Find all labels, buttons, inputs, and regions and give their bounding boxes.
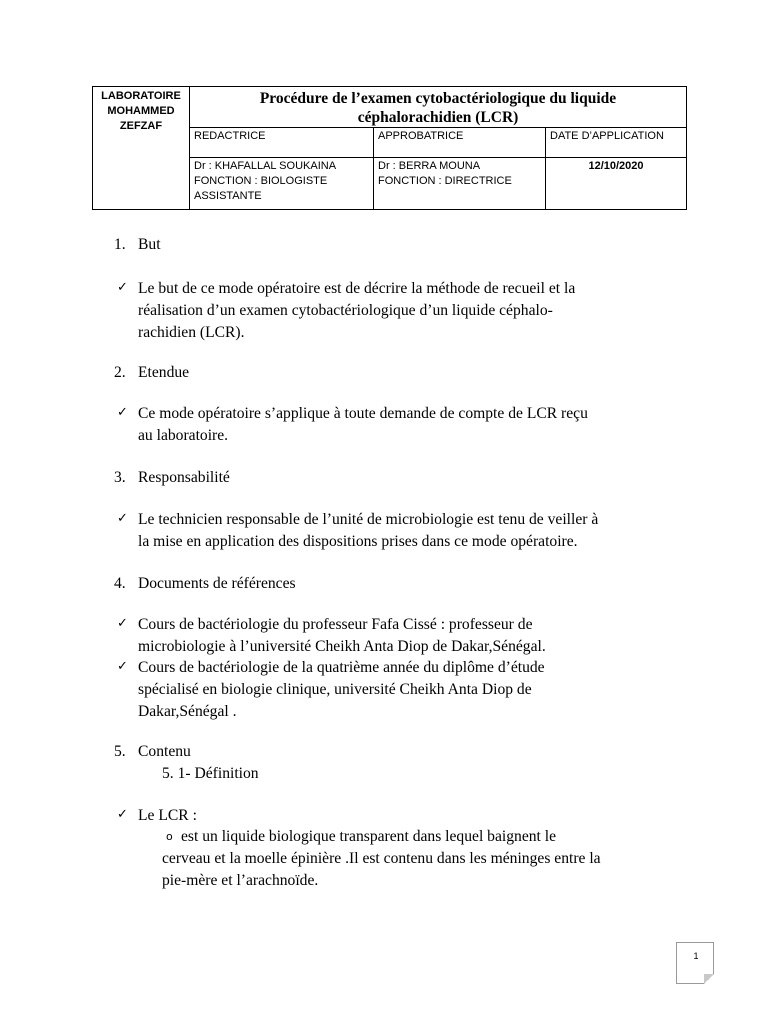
text-line: Ce mode opératoire s’applique à toute demande de compte de LCR reçu — [138, 405, 588, 422]
lcr-label: Le LCR : — [138, 807, 197, 824]
col-date-application: DATE D’APPLICATION — [546, 128, 687, 158]
section-title: Contenu — [138, 743, 191, 760]
lcr-definition — [162, 826, 601, 892]
text-line: est un liquide biologique transparent dans lequel baignent le — [181, 828, 557, 845]
text-line: Dakar,Sénégal . — [138, 703, 237, 720]
section-number: 4. — [114, 575, 126, 592]
redactrice-info — [190, 158, 374, 210]
lab-line: ZEFZAF — [119, 120, 163, 132]
text-line: Cours de bactériologie de la quatrième année du diplôme d’étude — [138, 659, 545, 676]
reference-item — [138, 614, 546, 658]
procedure-title — [190, 87, 687, 128]
check-icon: ✓ — [117, 511, 128, 526]
section-title: Etendue — [138, 364, 190, 381]
lab-line: LABORATOIRE — [101, 90, 181, 102]
check-icon: ✓ — [117, 616, 128, 631]
text-line: la mise en application des dispositions prises dans ce mode opératoire. — [138, 533, 578, 550]
title-line: Procédure de l’examen cytobactériologique du liquide — [259, 90, 617, 107]
approbatrice-info — [374, 158, 546, 210]
check-icon: ✓ — [117, 659, 128, 674]
text-line: spécialisé en biologie clinique, université Cheikh Anta Diop de — [138, 681, 532, 698]
redactrice-line: ASSISTANTE — [194, 190, 262, 202]
header-table — [92, 86, 687, 210]
lab-line: MOHAMMED — [107, 105, 175, 117]
col-redactrice: REDACTRICE — [190, 128, 374, 158]
section-number: 5. — [114, 743, 126, 760]
page-fold-icon — [704, 974, 714, 984]
reference-item — [138, 657, 545, 723]
subsection-title: 5. 1- Définition — [162, 765, 259, 782]
text-line: rachidien (LCR). — [138, 324, 245, 341]
section-title: Responsabilité — [138, 469, 230, 486]
check-icon: ✓ — [117, 405, 128, 420]
page-number-box — [676, 942, 714, 984]
text-line: Le but de ce mode opératoire est de décrire la méthode de recueil et la — [138, 280, 576, 297]
section-title: Documents de références — [138, 575, 296, 592]
section-number: 2. — [114, 364, 126, 381]
check-icon: ✓ — [117, 807, 128, 822]
sub-bullet-icon: o — [166, 830, 173, 843]
check-icon: ✓ — [117, 280, 128, 295]
section-paragraph — [138, 403, 588, 447]
text-line: Cours de bactériologie du professeur Fafa Cissé : professeur de — [138, 616, 533, 633]
text-line: pie-mère et l’arachnoïde. — [162, 872, 319, 889]
text-line: au laboratoire. — [138, 427, 229, 444]
text-line: Le technicien responsable de l’unité de microbiologie est tenu de veiller à — [138, 511, 599, 528]
section-number: 1. — [114, 236, 126, 253]
text-line: microbiologie à l’université Cheikh Anta Diop de Dakar,Sénégal. — [138, 638, 546, 655]
approbatrice-line: FONCTION : DIRECTRICE — [378, 175, 512, 187]
laboratory-name — [93, 87, 190, 210]
text-line: cerveau et la moelle épinière .Il est contenu dans les méninges entre la — [162, 850, 601, 867]
section-paragraph — [138, 509, 598, 553]
section-title: But — [138, 236, 161, 253]
application-date: 12/10/2020 — [546, 158, 687, 210]
text-line: réalisation d’un examen cytobactériologique d’un liquide céphalo- — [138, 302, 553, 319]
redactrice-line: FONCTION : BIOLOGISTE — [194, 175, 328, 187]
title-line: céphalorachidien (LCR) — [357, 109, 519, 126]
approbatrice-line: Dr : BERRA MOUNA — [378, 160, 481, 172]
col-approbatrice: APPROBATRICE — [374, 128, 546, 158]
redactrice-line: Dr : KHAFALLAL SOUKAINA — [194, 160, 337, 172]
section-paragraph — [138, 278, 575, 344]
page-number: 1 — [693, 951, 699, 961]
section-number: 3. — [114, 469, 126, 486]
